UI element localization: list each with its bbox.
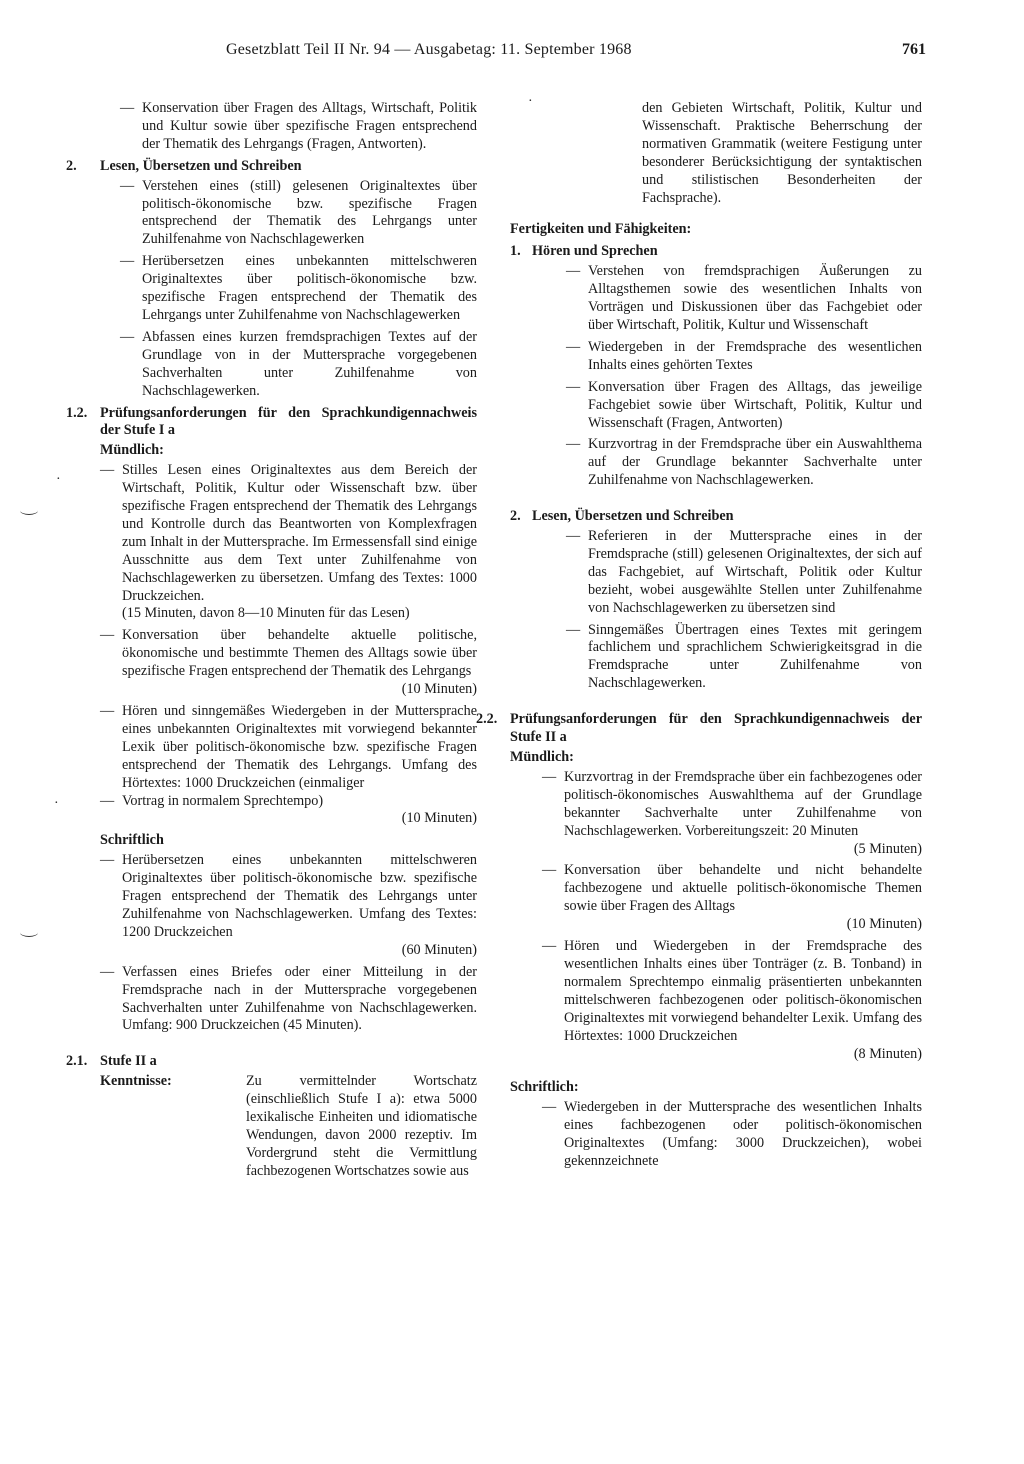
page-number: 761 — [902, 41, 926, 58]
item-text: Konservation über Fragen des Alltags, Wirtschaft, Politik und Kultur sowie über spezifische Fragen entsprechend der Thematik des Lehrgangs (Fragen, Antworten). — [142, 100, 477, 152]
margin-mark — [20, 506, 38, 515]
section-title: Lesen, Übersetzen und Schreiben — [532, 508, 734, 525]
section-title: Prüfungsanforderungen für den Sprachkundigennachweis der Stufe II a — [510, 711, 922, 746]
kenntnisse-block — [100, 1073, 477, 1180]
item-duration: (8 Minuten) — [853, 1045, 922, 1062]
list-item — [566, 528, 922, 618]
item-duration: (15 Minuten, davon 8—10 Minuten für das Lesen) — [122, 605, 410, 622]
section-heading — [66, 158, 477, 176]
item-text: Sinngemäßes Übertragen eines Textes mit geringem fachlichem und sprachlichem Schwierigkeitsgrad in die Fremdsprache unter Zuhilfenahme von Nachschlagewerken. — [588, 621, 922, 692]
dash-bullet: — — [100, 462, 115, 479]
dash-bullet: — — [566, 436, 581, 453]
dash-bullet: — — [100, 852, 115, 869]
item-duration: (10 Minuten) — [401, 810, 477, 827]
dash-bullet: — — [100, 963, 115, 980]
dash-bullet: — — [566, 621, 581, 638]
dash-bullet: — — [542, 862, 557, 879]
item-text: Verstehen von fremdsprachigen Äußerungen zu Alltagsthemen sowie des wesentlichen Inhalts von Vorträgen und Diskussionen über das Fachgebiet oder über Wirtschaft, Politik, Kultur und Wissenschaft — [588, 263, 922, 333]
dash-bullet: — — [120, 100, 135, 116]
dash-bullet: — — [120, 253, 135, 270]
item-text: Kurzvortrag in der Fremdsprache über ein Auswahlthema auf der Grundlage bekannter Sachverhalte unter Zuhilfenahme von Nachschlagewerken. — [588, 436, 922, 489]
list-item — [100, 793, 477, 829]
list-item — [100, 703, 477, 793]
list-item — [542, 862, 922, 934]
dash-bullet: — — [542, 768, 557, 785]
section-heading — [66, 1053, 477, 1071]
section-title: Lesen, Übersetzen und Schreiben — [100, 157, 302, 174]
section-number: 2. — [66, 157, 77, 174]
dash-bullet: — — [566, 378, 581, 395]
margin-dot: · — [56, 472, 61, 487]
list-item — [100, 964, 477, 1036]
item-duration: (60 Minuten) — [401, 941, 477, 958]
right-column — [476, 100, 922, 1175]
margin-dot: · — [54, 796, 59, 811]
dash-bullet: — — [542, 1099, 557, 1116]
item-duration: (10 Minuten) — [846, 916, 922, 933]
margin-dot: · — [528, 94, 533, 109]
section-heading — [66, 405, 477, 441]
item-text: Verfassen eines Briefes oder einer Mitteilung in der Fremdsprache nach in der Muttersprache vorgegebenen Sachverhalten unter Zuhilfenahme von Nachschlagewerken. Umfang: 900 Druckzeichen (45 Minuten). — [122, 963, 477, 1034]
list-item — [566, 263, 922, 335]
list-item — [120, 253, 477, 325]
item-text: Kurzvortrag in der Fremdsprache über ein fachbezogenes oder politisch-ökonomisches Auswahlthema auf der Grundlage bekannter Sachverhalte unter Zuhilfenahme von Nachschlagewerken. Vorbereitungszeit: 20 Minuten — [564, 768, 922, 839]
list-item — [120, 329, 477, 401]
left-column — [66, 100, 477, 1181]
list-item — [100, 462, 477, 623]
list-item — [566, 436, 922, 490]
list-item — [566, 339, 922, 375]
subsection-label: Mündlich: — [100, 442, 164, 459]
dash-bullet: — — [120, 177, 135, 194]
section-number: 1. — [510, 243, 521, 260]
item-text: Referieren in der Muttersprache eines in der Fremdsprache (still) gelesenen Originaltextes, der sich auf das Fachgebiet, auf Wirtschaft, Politik oder Kultur bezieht, wobei ausgewählte Stellen unter Zuhilfenahme von Nachschlagewerken zu übersetzen sind — [588, 528, 922, 616]
item-text: Konversation über Fragen des Alltags, das jeweilige Fachgebiet sowie über Wirtschaft, Politik, Kultur und Wissenschaft (Fragen, Antworten) — [588, 378, 922, 431]
list-item — [120, 100, 477, 154]
section-title: Hören und Sprechen — [532, 243, 658, 260]
item-text: Wiedergeben in der Fremdsprache des wesentlichen Inhalts eines gehörten Textes — [588, 338, 922, 373]
item-text: Stilles Lesen eines Originaltextes aus dem Bereich der Wirtschaft, Politik, Kultur oder Wissenschaft bzw. über spezifische Fragen entsprechend der Thematik des Lehrgangs und Kontrolle durch das Beantworten von Komplexfragen zum Inhalt in der Muttersprache. Im Ermessensfall sind einige Ausschnitte aus dem Text unter Zuhilfenahme von Nachschlagewerken zu übersetzen. Umfang des Textes: 1000 Druckzeichen. — [122, 462, 477, 604]
list-item — [542, 938, 922, 1063]
dash-bullet: — — [566, 528, 581, 545]
kenntnisse-label: Kenntnisse: — [100, 1073, 172, 1090]
item-text: Konversation über behandelte und nicht behandelte fachbezogene und aktuelle politisch-ökonomische Themen sowie über Fragen des Alltags — [564, 862, 922, 915]
dash-bullet: — — [566, 263, 581, 280]
dash-bullet: — — [100, 792, 115, 809]
section-number: 2.1. — [66, 1053, 88, 1070]
list-item — [100, 627, 477, 699]
item-text: Herübersetzen eines unbekannten mittelschweren Originaltextes über politisch-ökonomische bzw. spezifische Fragen entsprechend der Thematik des Lehrgangs unter Zuhilfenahme von Nachschlagewerken — [142, 253, 477, 323]
section-number: 1.2. — [66, 404, 88, 421]
list-item — [566, 622, 922, 694]
item-text: Wiedergeben in der Muttersprache des wesentlichen Inhalts eines fachbezogenen oder politisch-ökonomischen Originaltextes (Umfang: 3000 Druckzeichen), wobei gekennzeichnete — [564, 1099, 922, 1170]
subsection-label: Schriftlich — [100, 832, 164, 849]
section-heading: Fertigkeiten und Fähigkeiten: — [510, 221, 692, 238]
item-text: Vortrag in normalem Sprechtempo) — [122, 792, 324, 809]
section-title: Stufe II a — [100, 1053, 157, 1070]
list-item — [542, 1099, 922, 1171]
item-text: Konversation über behandelte aktuelle politische, ökonomische und bestimmte Themen des Alltags sowie über spezifische Fragen entsprechend der Thematik des Lehrgangs — [122, 627, 477, 680]
continued-text: den Gebieten Wirtschaft, Politik, Kultur und Wissenschaft. Praktische Beherrschung der normativen Grammatik (weitere Festigung unter besonderer Berücksichtigung der syntaktischen und stilistischen Besonderheiten der Fachsprache). — [642, 100, 922, 206]
section-number: 2.2. — [476, 711, 498, 728]
list-item — [120, 178, 477, 250]
section-heading — [510, 508, 922, 526]
item-text: Hören und Wiedergeben in der Fremdsprache des wesentlichen Inhalts eines über Tonträger (z. B. Tonband) in normalem Sprechtempo einmalig präsentierten unbekannten mittelschweren fachbezogenen oder politisch-ökonomischen Originaltextes mit vorwiegend behandelter Lexik. Umfang des Hörtextes: 1000 Druckzeichen — [564, 938, 922, 1044]
section-heading — [510, 243, 922, 261]
dash-bullet: — — [100, 703, 115, 719]
item-duration: (5 Minuten) — [853, 840, 922, 857]
section-title: Prüfungsanforderungen für den Sprachkundigennachweis der Stufe I a — [100, 404, 477, 439]
dash-bullet: — — [120, 328, 135, 345]
section-number: 2. — [510, 508, 521, 525]
item-text: Herübersetzen eines unbekannten mittelschweren Originaltextes über politisch-ökonomische bzw. spezifische Fragen entsprechend der Thematik des Lehrgangs unter Zuhilfenahme von Nachschlagewerken. Umfang des Textes: 1200 Druckzeichen — [122, 852, 477, 940]
dash-bullet: — — [100, 627, 115, 644]
item-duration: (10 Minuten) — [401, 681, 477, 698]
subsection-label: Mündlich: — [510, 749, 574, 765]
dash-bullet: — — [542, 938, 557, 955]
dash-bullet: — — [566, 338, 581, 355]
kenntnisse-text: Zu vermittelnder Wortschatz (einschließlich Stufe I a): etwa 5000 lexikalische Einheiten und idiomatische Wendungen, davon 2000 rezeptiv. Im Vordergrund steht die Vermittlung fachbezogenen Wortschatzes sowie aus — [246, 1073, 477, 1179]
list-item — [100, 852, 477, 959]
item-text: Verstehen eines (still) gelesenen Originaltextes über politisch-ökonomische bzw. spezifische Fragen entsprechend der Thematik des Lehrgangs unter Zuhilfenahme von Nachschlagewerken — [142, 177, 477, 248]
item-text: Abfassen eines kurzen fremdsprachigen Textes auf der Grundlage von in der Muttersprache vorgegebenen Sachverhalten unter Zuhilfenahme von Nachschlagewerken. — [142, 328, 477, 399]
section-heading — [476, 711, 922, 747]
item-text: Hören und sinngemäßes Wiedergeben in der Muttersprache eines unbekannten Originaltextes mit vorwiegend bekannter Lexik über politisch-ökonomische bzw. spezifische Fragen entsprechend der Thematik des Lehrgangs. Umfang des Hörtextes: 1000 Druckzeichen (einmaliger — [122, 703, 477, 791]
list-item — [566, 379, 922, 433]
margin-mark — [20, 928, 38, 937]
header-title: Gesetzblatt Teil II Nr. 94 — Ausgabetag: 11. September 1968 — [226, 41, 632, 58]
list-item — [542, 769, 922, 859]
subsection-label: Schriftlich: — [510, 1079, 579, 1096]
